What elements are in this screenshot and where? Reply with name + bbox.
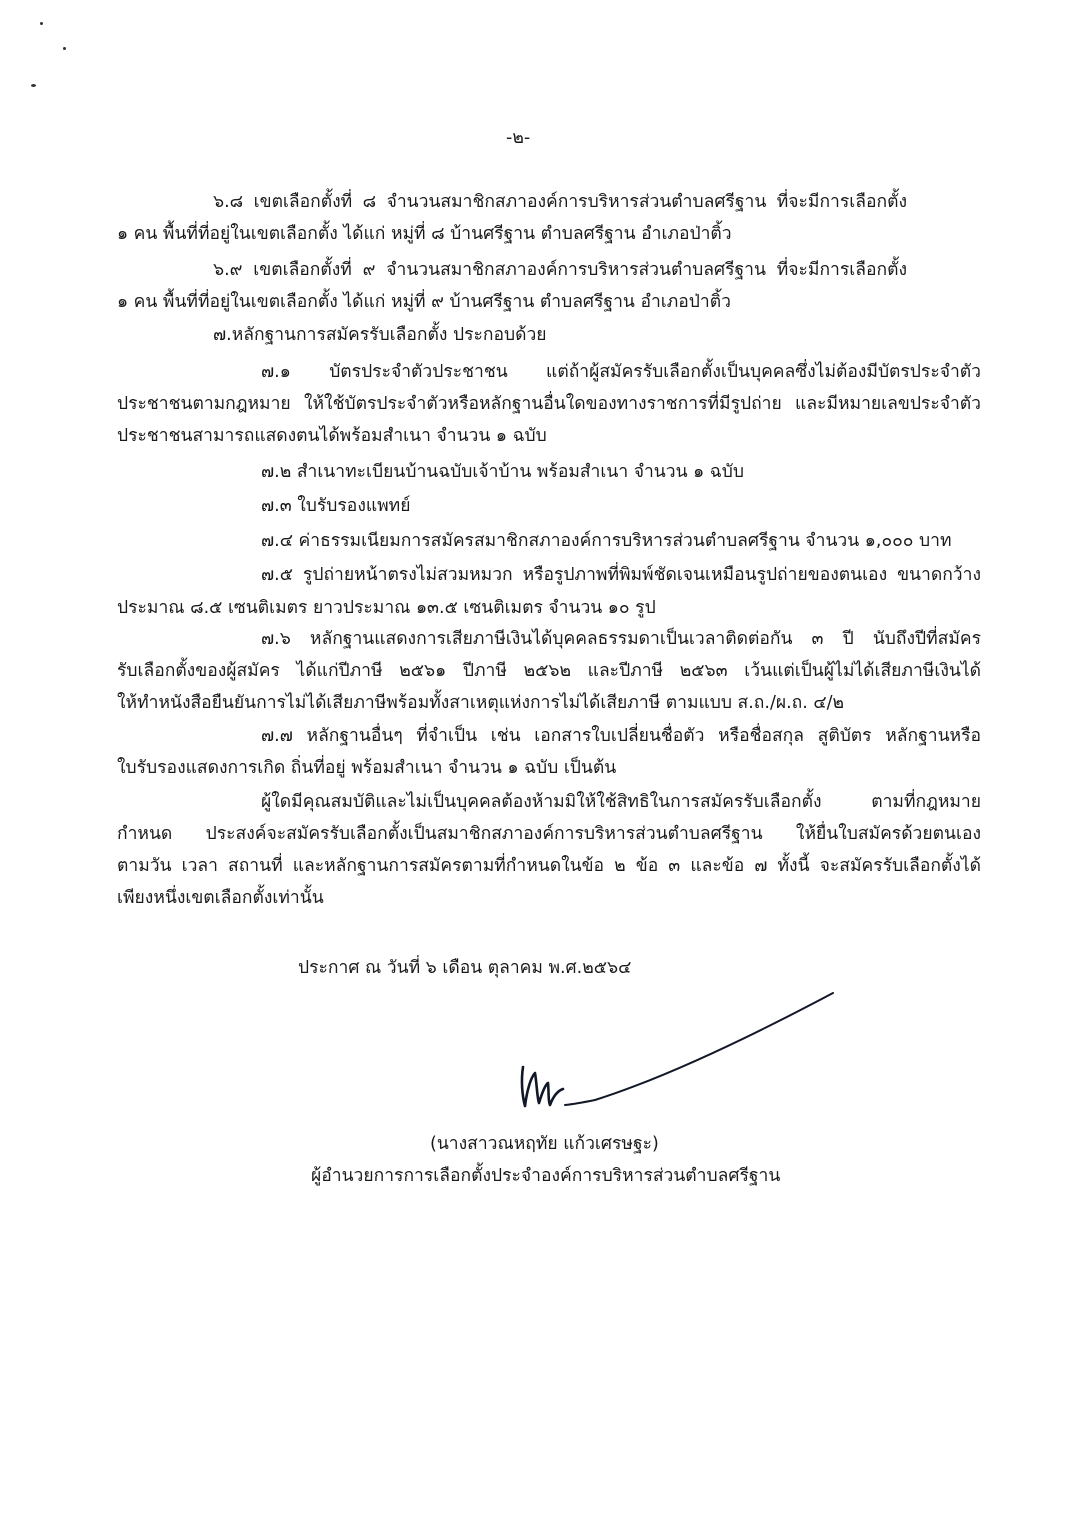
- body-line: ๗.๔ ค่าธรรมเนียมการสมัครสมาชิกสภาองค์การบริหารส่วนตำบลศรีฐาน จำนวน ๑,๐๐๐ บาท: [261, 531, 952, 551]
- body-line: ผู้ใดมีคุณสมบัติและไม่เป็นบุคคลต้องห้ามมิให้ใช้สิทธิในการสมัครรับเลือกตั้ง ตามที่กฎหมาย: [261, 792, 981, 812]
- body-line: ๑ คน พื้นที่ที่อยู่ในเขตเลือกตั้ง ได้แก่ หมู่ที่ ๙ บ้านศรีฐาน ตำบลศรีฐาน อำเภอป่าติ้ว: [117, 292, 731, 312]
- page-number: -๒-: [506, 128, 531, 148]
- signature-stroke: [565, 993, 833, 1105]
- signatory-title: ผู้อำนวยการการเลือกตั้งประจำองค์การบริหารส่วนตำบลศรีฐาน: [311, 1166, 781, 1186]
- announcement-date: ประกาศ ณ วันที่ ๖ เดือน ตุลาคม พ.ศ.๒๕๖๔: [298, 958, 632, 978]
- body-line: ตามวัน เวลา สถานที่ และหลักฐานการสมัครตามที่กำหนดในข้อ ๒ ข้อ ๓ และข้อ ๗ ทั้งนี้ จะสมัครรับเลือกตั้งได้: [117, 856, 981, 876]
- body-line: กำหนด ประสงค์จะสมัครรับเลือกตั้งเป็นสมาชิกสภาองค์การบริหารส่วนตำบลศรีฐาน ให้ยื่นใบสมัครด้วยตนเอง: [117, 824, 981, 844]
- body-line: ประชาชนตามกฎหมาย ให้ใช้บัตรประจำตัวหรือหลักฐานอื่นใดของทางราชการที่มีรูปถ่าย และมีหมายเลขประจำตัว: [117, 394, 981, 414]
- body-line: ประชาชนสามารถแสดงตนได้พร้อมสำเนา จำนวน ๑ ฉบับ: [117, 426, 547, 446]
- scan-speck: [40, 22, 43, 25]
- body-line: รับเลือกตั้งของผู้สมัคร ได้แก่ปีภาษี ๒๕๖๑ ปีภาษี ๒๕๖๒ และปีภาษี ๒๕๖๓ เว้นแต่เป็นผู้ไม่ได้เสียภาษีเงินได้: [117, 661, 981, 681]
- body-line: ใบรับรองแสดงการเกิด ถิ่นที่อยู่ พร้อมสำเนา จำนวน ๑ ฉบับ เป็นต้น: [117, 758, 617, 778]
- body-line: ๗.๕ รูปถ่ายหน้าตรงไม่สวมหมวก หรือรูปภาพที่พิมพ์ชัดเจนเหมือนรูปถ่ายของตนเอง ขนาดกว้าง: [261, 565, 981, 585]
- scan-speck: [63, 47, 66, 50]
- body-line: ๗.๑ บัตรประจำตัวประชาชน แต่ถ้าผู้สมัครรับเลือกตั้งเป็นบุคคลซึ่งไม่ต้องมีบัตรประจำตัว: [261, 362, 981, 382]
- body-line: ๗.๒ สำเนาทะเบียนบ้านฉบับเจ้าบ้าน พร้อมสำเนา จำนวน ๑ ฉบับ: [261, 462, 744, 482]
- body-line: ๗.๗ หลักฐานอื่นๆ ที่จำเป็น เช่น เอกสารใบเปลี่ยนชื่อตัว หรือชื่อสกุล สูติบัตร หลักฐานหรือ: [261, 726, 981, 746]
- body-line: ๖.๙ เขตเลือกตั้งที่ ๙ จำนวนสมาชิกสภาองค์การบริหารส่วนตำบลศรีฐาน ที่จะมีการเลือกตั้ง: [213, 260, 907, 280]
- body-line: ๗.๓ ใบรับรองแพทย์: [261, 496, 411, 516]
- section-heading: ๗.หลักฐานการสมัครรับเลือกตั้ง ประกอบด้วย: [213, 325, 547, 345]
- body-line: ให้ทำหนังสือยืนยันการไม่ได้เสียภาษีพร้อมทั้งสาเหตุแห่งการไม่ได้เสียภาษี ตามแบบ ส.ถ./ผ.ถ. ๔/๒: [117, 693, 845, 713]
- body-line: ๗.๖ หลักฐานแสดงการเสียภาษีเงินได้บุคคลธรรมดาเป็นเวลาติดต่อกัน ๓ ปี นับถึงปีที่สมัคร: [261, 629, 981, 649]
- scan-speck: [31, 84, 36, 87]
- signatory-name: (นางสาวณหฤทัย แก้วเศรษฐะ): [430, 1134, 659, 1154]
- body-line: ประมาณ ๘.๕ เซนติเมตร ยาวประมาณ ๑๓.๕ เซนติเมตร จำนวน ๑๐ รูป: [117, 598, 656, 618]
- body-line: ๑ คน พื้นที่ที่อยู่ในเขตเลือกตั้ง ได้แก่ หมู่ที่ ๘ บ้านศรีฐาน ตำบลศรีฐาน อำเภอป่าติ้ว: [117, 224, 732, 244]
- signature: [515, 985, 845, 1115]
- signature-initials: [522, 1067, 563, 1106]
- body-line: เพียงหนึ่งเขตเลือกตั้งเท่านั้น: [117, 888, 324, 908]
- body-line: ๖.๘ เขตเลือกตั้งที่ ๘ จำนวนสมาชิกสภาองค์การบริหารส่วนตำบลศรีฐาน ที่จะมีการเลือกตั้ง: [213, 192, 907, 212]
